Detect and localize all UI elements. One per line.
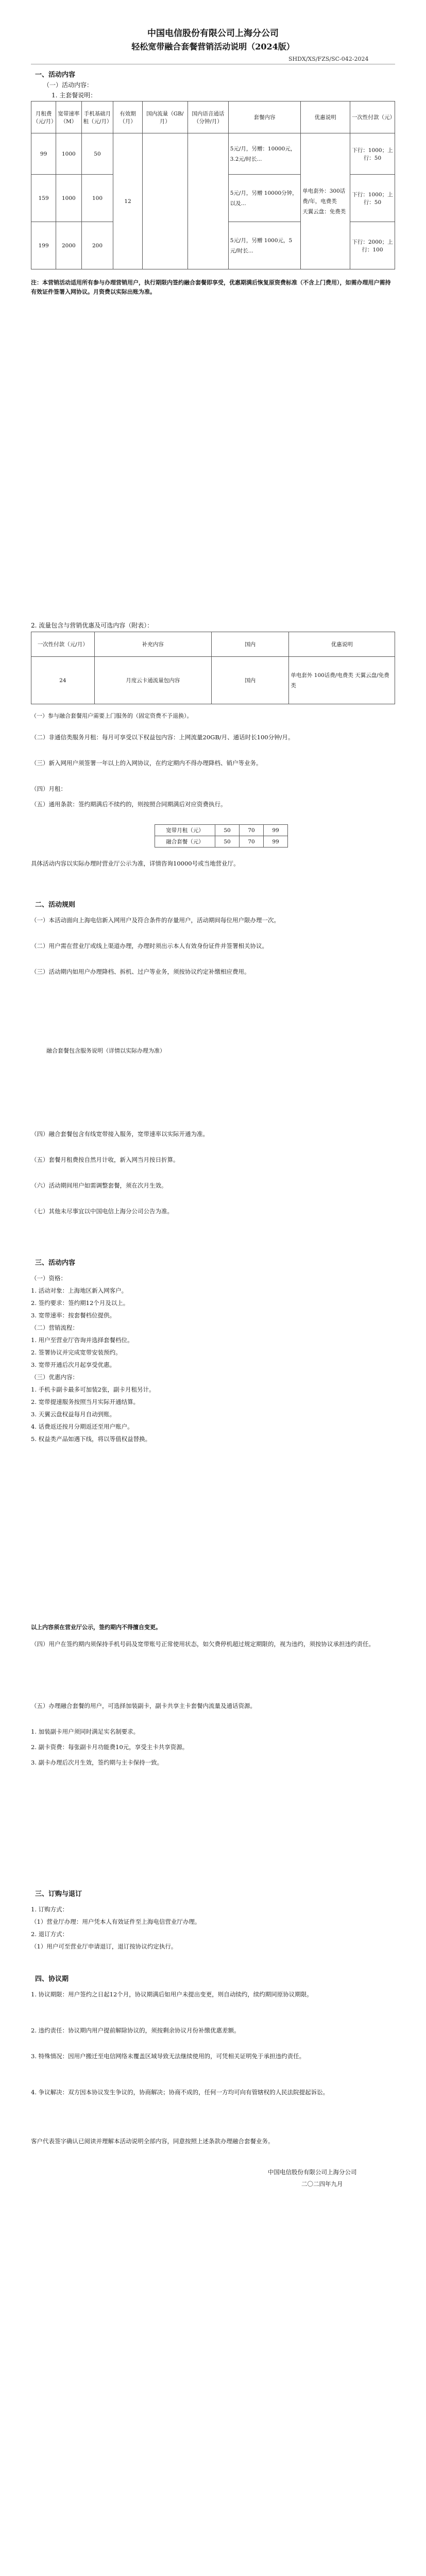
section-3b-para-2: （五）办理融合套餐的用户，可选择加装副卡，副卡共享主卡套餐内流量及通话资源。 — [31, 1702, 256, 1709]
section-1b-item-4: （五）通用条款：签约期满后不续约的，则按照合同期满后对应资费执行。 — [31, 801, 227, 808]
table3-header-3: 99 — [264, 825, 288, 836]
table-cell: 5元/月，另赠 1000元，5元/时长... — [228, 222, 300, 269]
table1-header-content: 套餐内容 — [228, 101, 300, 133]
table-cell — [142, 133, 188, 269]
section-2-heading: 二、活动规则 — [35, 901, 76, 909]
table2-header-scope: 国内 — [211, 632, 289, 657]
table-cell: 月度云卡通流量包内容 — [94, 657, 211, 704]
footer-company: 中国电信股份有限公司上海分公司 — [268, 2168, 357, 2176]
section-2-item-4: （四）融合套餐包含有线宽带接入服务，宽带速率以实际开通为准。 — [31, 1130, 209, 1138]
section-3-item: 1. 手机卡副卡最多可加装2张，副卡月租另计。 — [31, 1386, 155, 1393]
section-1b-sub: 2. 流量包含与营销优惠及可选内容（附表）： — [31, 622, 154, 629]
section-2-item-2: （二）用户需在营业厅或线上渠道办理，办理时须出示本人有效身份证件并签署相关协议。 — [31, 942, 268, 950]
section-3-item: （二）营销流程： — [31, 1324, 78, 1331]
section-4-heading: 三、订购与退订 — [35, 1890, 82, 1898]
table-cell: 下行：2000；上行：100 — [350, 222, 395, 269]
section-1b-item-1: （二）非通信类服务月租：每月可享受以下权益包内容：上网流量20GB/月、通话时长100分钟/月。 — [31, 734, 294, 741]
table-cell: 融合套餐（元） — [155, 836, 215, 848]
section-3b-item-2: 2. 副卡资费：每张副卡月功能费10元，享受主卡共享资源。 — [31, 1743, 189, 1751]
table-cell: 100 — [81, 175, 113, 222]
company-name: 中国电信股份有限公司上海分公司 — [147, 28, 279, 39]
section-1b-item-2: （三）新入网用户须签署一年以上的入网协议，在约定期内不得办理降档、销户等业务。 — [31, 759, 262, 767]
section-3b-para-1: （四）用户在签约期内须保持手机号码及宽带账号正常使用状态，如欠费停机超过规定期限的，视为违约，须按协议承担违约责任。 — [31, 1640, 374, 1648]
table-cell: 5元/月，另赠 10000分钟，以及... — [228, 175, 300, 222]
section-1-heading: 一、活动内容 — [35, 71, 76, 79]
section-4-item: （1）用户可至营业厅申请退订，退订按协议约定执行。 — [31, 1943, 177, 1950]
table1-header-traffic: 国内流量（GB/月） — [142, 101, 188, 133]
section-1b-item-3: （四）月租： — [31, 785, 66, 792]
table2-note: （一）参与融合套餐用户需要上门服务的（固定资费不予退换）。 — [31, 713, 193, 719]
section-3-item: 4. 话费返还按月分期返还至用户账户。 — [31, 1423, 133, 1430]
table-cell: 下行：1000；上行：50 — [350, 133, 395, 175]
table-cell: 1000 — [56, 133, 81, 175]
document-number: SHDX/XS/FZS/SC-042-2024 — [288, 56, 369, 62]
section-2-item-1: （一）本活动面向上海电信新入网用户及符合条件的存量用户，活动期间每位用户限办理一次。 — [31, 917, 280, 924]
section-2-item-7: （七）其他未尽事宜以中国电信上海分公司公告为准。 — [31, 1208, 173, 1215]
table-cell — [301, 133, 350, 269]
table-cell: 159 — [31, 175, 56, 222]
table-cell: 50 — [215, 836, 240, 848]
section-3-item: 3. 宽带速率：按套餐档位提供。 — [31, 1312, 116, 1319]
section-2-caption: 融合套餐包含服务说明（详情以实际办理为准） — [46, 1047, 165, 1054]
table-cell: 99 — [264, 836, 288, 848]
table-row — [155, 836, 288, 848]
table2-header-discount: 优惠说明 — [289, 632, 395, 657]
table-cell: 2000 — [56, 222, 81, 269]
table-cell: 12 — [113, 133, 142, 269]
section-1-sub: （一）活动内容： — [43, 81, 93, 89]
table-cell — [188, 133, 229, 269]
section-4-item: （1）营业厅办理：用户凭本人有效证件至上海电信营业厅办理。 — [31, 1918, 201, 1925]
section-3-item: 3. 天翼云盘权益每月自动到账。 — [31, 1411, 116, 1418]
section-3b-item-3: 3. 副卡办理后次月生效，签约期与主卡保持一致。 — [31, 1759, 163, 1766]
section-1b-para: 具体活动内容以实际办理时营业厅公示为准，详情咨询10000号或当地营业厅。 — [31, 860, 240, 867]
table1-header-fee: 月租费（元/月） — [31, 101, 56, 133]
section-2-item-3: （三）活动期内如用户办理降档、拆机、过户等业务，须按协议约定补缴相应费用。 — [31, 968, 250, 975]
document-title: 轻松宽带融合套餐营销活动说明（2024版） — [131, 42, 295, 52]
table1-header-base: 手机基础月租（元/月） — [81, 101, 113, 133]
table3-header-2: 70 — [240, 825, 264, 836]
table-cell: 199 — [31, 222, 56, 269]
section-3-item: 2. 宽带提速服务按照当月实际开通结算。 — [31, 1398, 140, 1405]
section-3-item: 1. 用户至营业厅咨询并选择套餐档位。 — [31, 1336, 133, 1344]
table3-header-0: 宽带月租（元） — [155, 825, 215, 836]
table-row — [31, 133, 395, 175]
section-5-para-3: 3. 特殊情况：因用户搬迁至电信网络未覆盖区域导致无法继续使用的，可凭相关证明免于承担违约责任。 — [31, 2053, 305, 2060]
table-cell: 24 — [31, 657, 95, 704]
section-3-item: 2. 签署协议并完成宽带安装预约。 — [31, 1349, 122, 1356]
section-1-sub2: 1. 主套餐说明： — [52, 92, 97, 99]
table-row — [31, 657, 395, 704]
table1-header-pay: 一次性付款（元） — [350, 101, 395, 133]
section-3-item: 5. 权益类产品如遇下线，将以等值权益替换。 — [31, 1435, 151, 1443]
table-cell: 70 — [240, 836, 264, 848]
section-5-para-4: 4. 争议解决：双方因本协议发生争议的，协商解决；协商不成的，任何一方均可向有管辖权的人民法院提起诉讼。 — [31, 2089, 329, 2096]
table-cell: 国内 — [211, 657, 289, 704]
footer-date: 二〇二四年九月 — [301, 2180, 343, 2188]
table-cell: 单电套外 100话费/电费类 天翼云盘/免费类 — [289, 657, 395, 704]
section-4-item: 1. 订购方式： — [31, 1906, 69, 1913]
discount-line-1: 单电套外：300话费/年，电费类 — [302, 188, 346, 205]
main-package-table — [31, 101, 395, 269]
supplement-table — [31, 632, 395, 704]
table1-header-speed: 宽带速率（M） — [56, 101, 81, 133]
table2-header-content: 补充内容 — [94, 632, 211, 657]
section-4-item: 2. 退订方式： — [31, 1930, 69, 1938]
section-3-item: 3. 宽带开通后次月起享受优惠。 — [31, 1361, 116, 1368]
table-cell: 50 — [81, 133, 113, 175]
table1-header-voice: 国内语音通话（分钟/月） — [188, 101, 229, 133]
section-3-item: （一）资格： — [31, 1275, 66, 1282]
section-3-item: （三）优惠内容： — [31, 1374, 78, 1381]
table-cell: 5元/月，另赠：10000元，3.2元/时长... — [228, 133, 300, 175]
table-cell: 下行：1000；上行：50 — [350, 175, 395, 222]
section-3-item: 2. 签约要求：签约期12个月及以上。 — [31, 1299, 129, 1307]
section-5-heading: 四、协议期 — [35, 1975, 69, 1983]
discount-line-2: 天翼云盘：免费类 — [302, 208, 346, 215]
table-cell: 99 — [31, 133, 56, 175]
table1-header-discount: 优惠说明 — [301, 101, 350, 133]
section-5-para-1: 1. 协议期限：用户签约之日起12个月，协议期满后如用户未提出变更，则自动续约，续约期同原协议期限。 — [31, 1991, 313, 1998]
section-2-item-5: （五）套餐月租费按自然月计收，新入网当月按日折算。 — [31, 1156, 179, 1163]
section-3-heading: 三、活动内容 — [35, 1259, 76, 1267]
table-cell: 1000 — [56, 175, 81, 222]
section-3-note: 以上内容须在营业厅公示，签约期内不得擅自变更。 — [31, 1624, 161, 1631]
section-3-item: 1. 活动对象：上海地区新入网客户。 — [31, 1287, 128, 1294]
table2-header-pay: 一次性付款（元/月） — [31, 632, 95, 657]
table-cell: 200 — [81, 222, 113, 269]
fee-table — [155, 824, 288, 848]
table1-header-period: 有效期（月） — [113, 101, 142, 133]
section-3b-item-1: 1. 加装副卡用户须同时满足实名制要求。 — [31, 1728, 140, 1735]
section-2-item-6: （六）活动期间用户如需调整套餐，须在次月生效。 — [31, 1182, 167, 1189]
table1-note: 注：本营销活动适用所有参与办理营销用户，执行期限内签约融合套餐即享受，优惠期满后恢复原资费标准（不含上门费用），如需办理用户需持有效证件签署入网协议。月资费以实际出账为准。 — [31, 279, 391, 295]
section-5-para-2: 2. 违约责任：协议期内用户提前解除协议的，须按剩余协议月份补缴优惠差额。 — [31, 2027, 240, 2034]
section-5-closing: 客户代表签字确认已阅读并理解本活动说明全部内容，同意按照上述条款办理融合套餐业务。 — [31, 2138, 274, 2145]
table3-header-1: 50 — [215, 825, 240, 836]
